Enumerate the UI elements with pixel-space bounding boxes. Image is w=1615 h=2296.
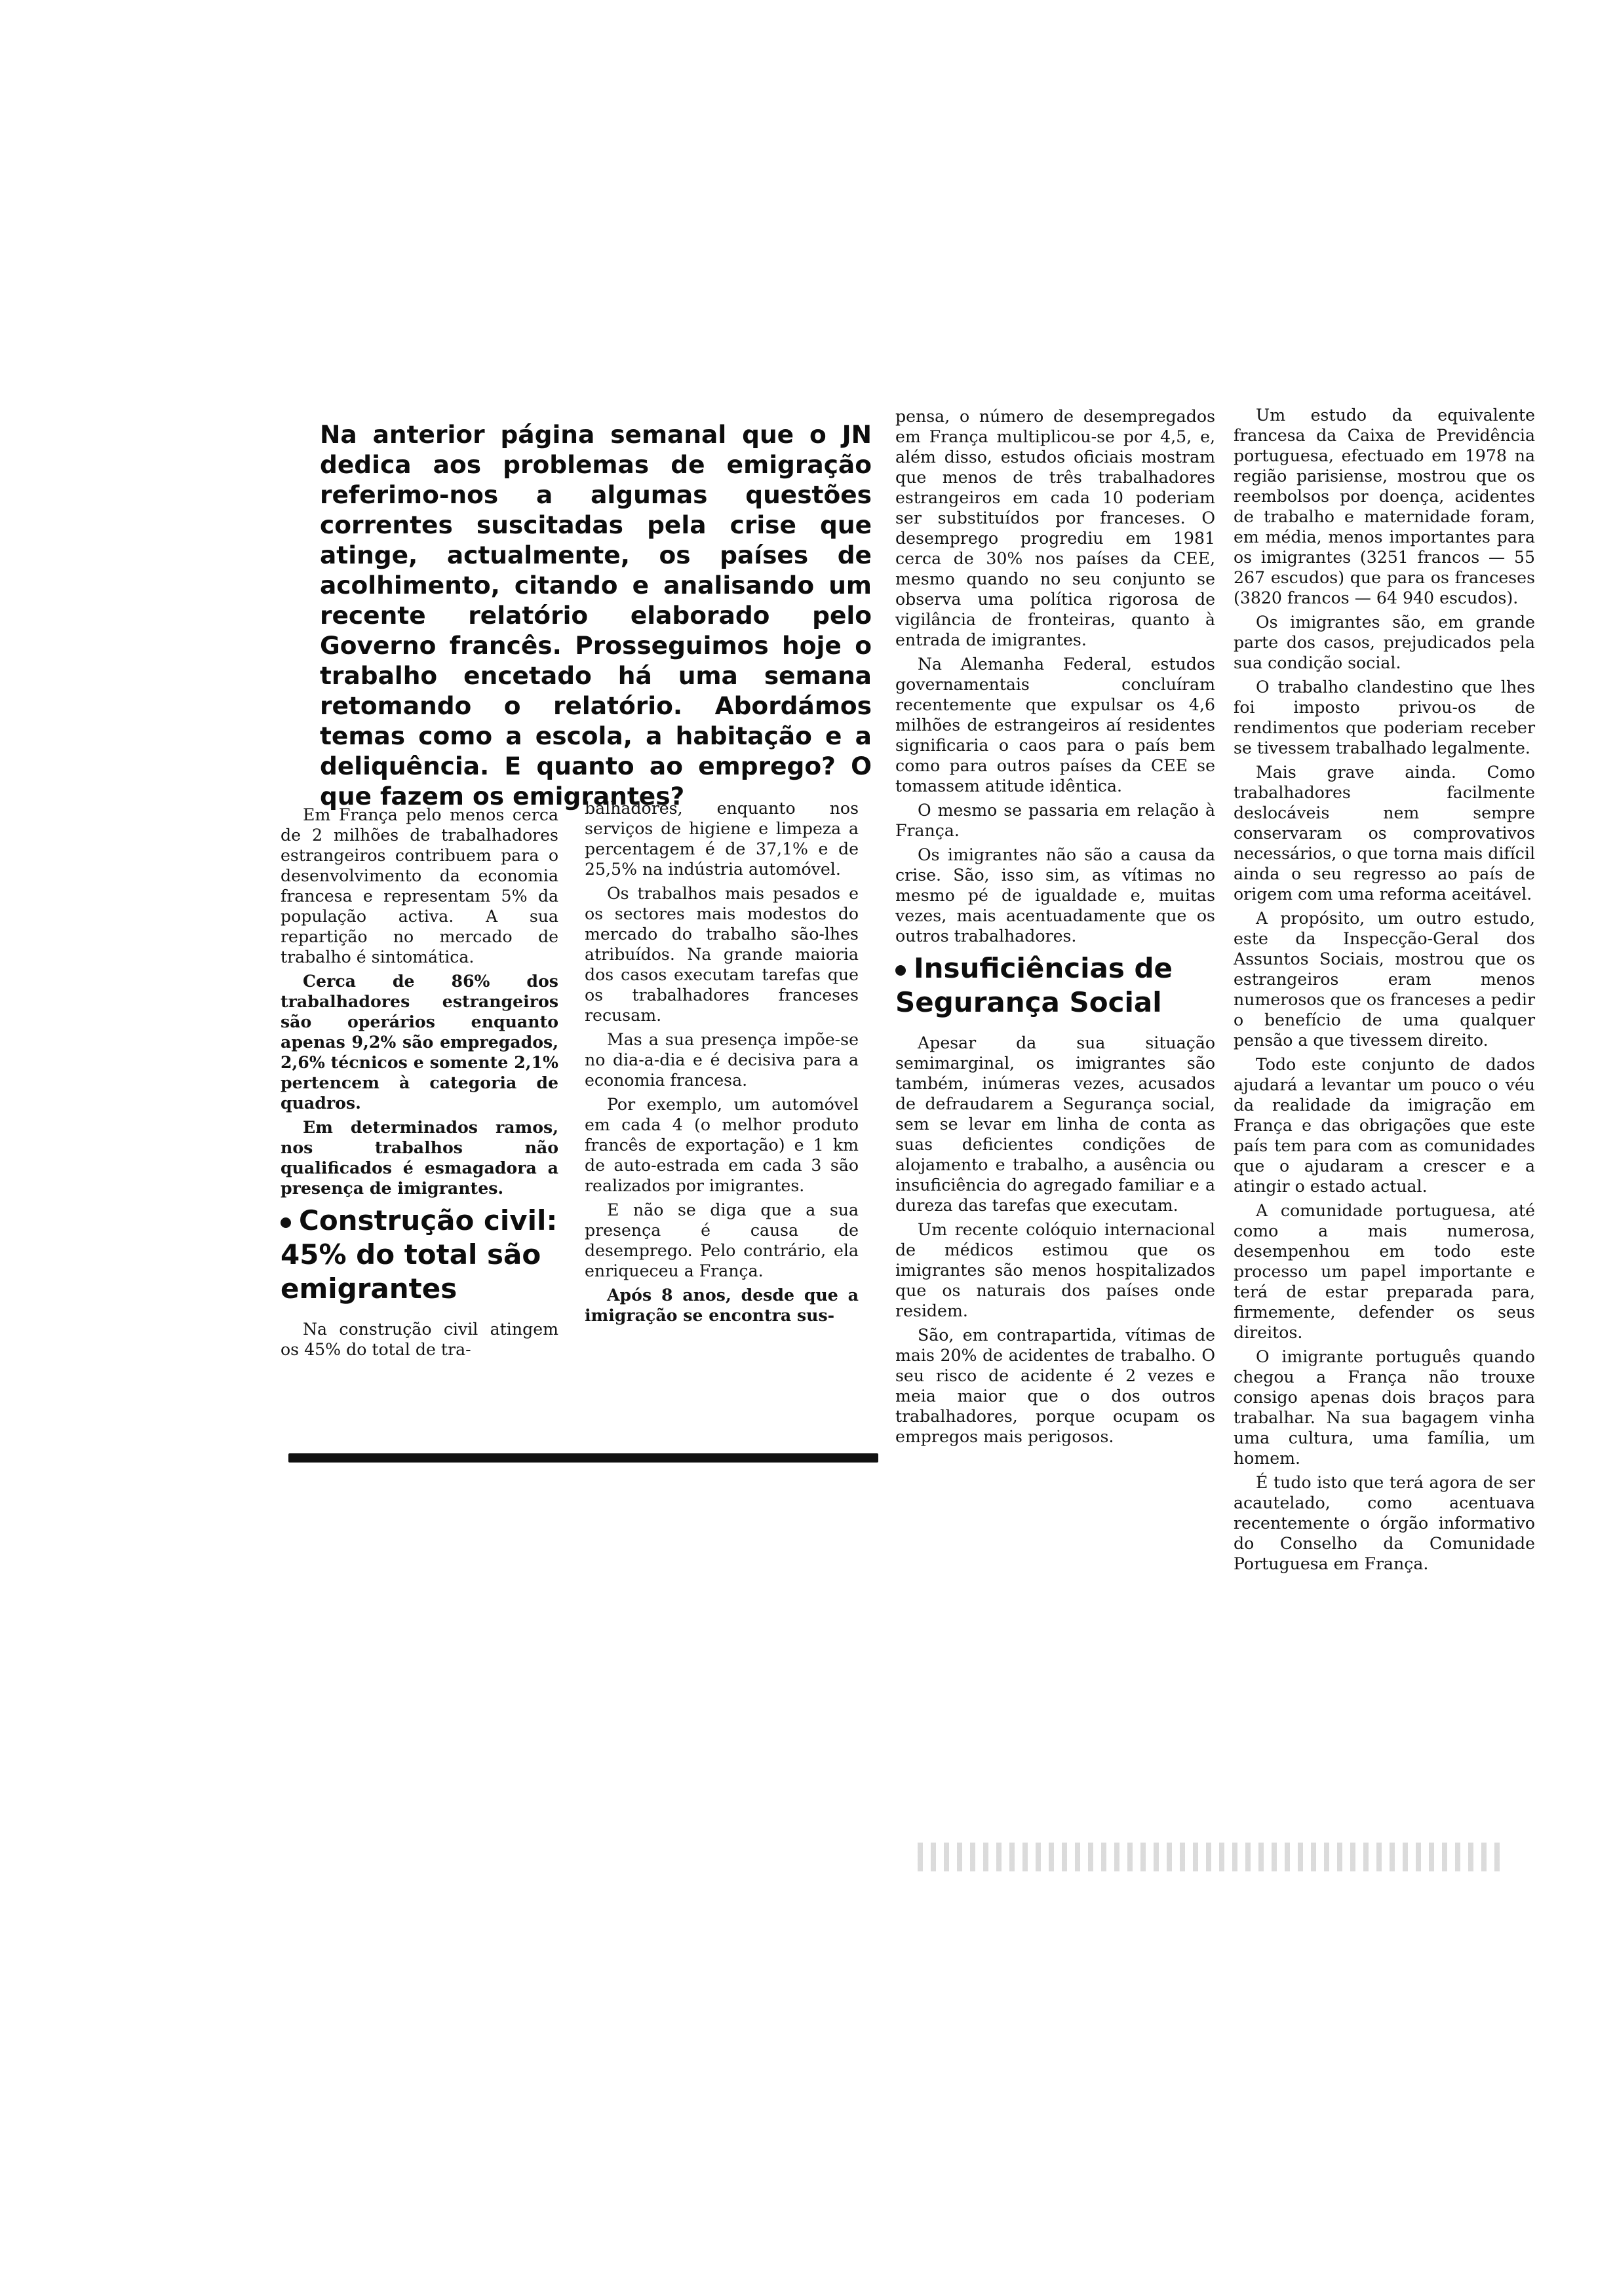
- paragraph: pensa, o número de desempregados em França multiplicou-se por 4,5, e, além disso, estudos oficiais mostram que menos de três trabalhadores estrangeiros em cada 10 poderiam ser substituídos por franceses. O desemprego progrediu em 1981 cerca de 30% nos países da CEE, mesmo quando no seu conjunto se observa uma política rigorosa de vigilância de fronteiras, quanto à entrada de imigrantes.: [895, 407, 1215, 649]
- scan-artifact: [918, 1843, 1508, 1871]
- bullet-icon: [281, 1217, 291, 1228]
- column-divider-rule: [288, 1453, 878, 1463]
- column-1: [281, 805, 558, 1364]
- paragraph: Um estudo da equivalente francesa da Caixa de Previdência portuguesa, efectuado em 1978 na região parisiense, mostrou que os reembolsos por doença, acidentes de trabalho e maternidade foram, em média, menos importantes para os imigrantes (3251 francos — 55 267 escudos) que para os franceses (3820 francos — 64 940 escudos).: [1234, 406, 1535, 607]
- paragraph: O imigrante português quando chegou a França não trouxe consigo apenas dois braços para trabalhar. Na sua bagagem vinha uma cultura, uma família, um homem.: [1234, 1347, 1535, 1468]
- paragraph: Um recente colóquio internacional de médicos estimou que os imigrantes são menos hospitalizados que os naturais dos países onde residem.: [895, 1220, 1215, 1320]
- paragraph: Todo este conjunto de dados ajudará a levantar um pouco o véu da realidade da imigração em França e das obrigações que este país tem para com as comunidades que o ajudaram a crescer e a atingir o estado actual.: [1234, 1055, 1535, 1196]
- paragraph: São, em contrapartida, vítimas de mais 20% de acidentes de trabalho. O seu risco de acidente é 2 vezes e meia maior que o dos outros trabalhadores, porque ocupam os empregos mais perigosos.: [895, 1326, 1215, 1446]
- paragraph: É tudo isto que terá agora de ser acautelado, como acentuava recentemente o órgão informativo do Conselho da Comunidade Portuguesa em França.: [1234, 1473, 1535, 1573]
- paragraph: Os imigrantes não são a causa da crise. São, isso sim, as vítimas no mesmo pé de igualdade e, muitas vezes, mais acentuadamente que os outros trabalhadores.: [895, 845, 1215, 946]
- subheading-text: Construção civil: 45% do total são emigrantes: [281, 1204, 558, 1305]
- column-3: [895, 406, 1215, 1451]
- paragraph: Os trabalhos mais pesados e os sectores mais modestos do mercado do trabalho são-lhes atribuídos. Na grande maioria dos casos executam tarefas que os trabalhadores franceses recusam.: [585, 884, 859, 1025]
- column-2: [585, 798, 859, 1330]
- paragraph: E não se diga que a sua presença é causa de desemprego. Pelo contrário, ela enriqueceu a França.: [585, 1200, 859, 1280]
- paragraph: Mais grave ainda. Como trabalhadores facilmente deslocáveis nem sempre conservaram os comprovativos necessários, o que torna mais difícil ainda o seu regresso ao país de origem com uma reforma aceitável.: [1234, 763, 1535, 904]
- column-4: [1234, 405, 1535, 1578]
- paragraph: Por exemplo, um automóvel em cada 4 (o melhor produto francês de exportação) e 1 km de auto-estrada em cada 3 são realizados por imigrantes.: [585, 1095, 859, 1195]
- paragraph: O trabalho clandestino que lhes foi imposto privou-os de rendimentos que poderiam receber se tivessem trabalhado legalmente.: [1234, 678, 1535, 757]
- paragraph: Apesar da sua situação semimarginal, os imigrantes são também, inúmeras vezes, acusados de defraudarem a Segurança social, sem se levar em linha de conta as suas deficientes condições de alojamento e trabalho, a ausência ou insuficiência do agregado familiar e a dureza das tarefas que executam.: [895, 1033, 1215, 1215]
- subheading-text: Insuficiências de Segurança Social: [895, 952, 1173, 1018]
- article-intro: Na anterior página semanal que o JN dedica aos problemas de emigração referimo-nos a algumas questões correntes suscitadas pela crise que atinge, actualmente, os países de acolhimento, citando e analisando um recente relatório elaborado pelo Governo francês. Prosseguimos hoje o trabalho encetado há uma semana retomando o relatório. Abordámos temas como a escola, a habitação e a deliquência. E quanto ao emprego? O que fazem os emigrantes?: [320, 420, 872, 811]
- paragraph: Mas a sua presença impõe-se no dia-a-dia e é decisiva para a economia francesa.: [585, 1030, 859, 1090]
- subheading-social-security: [895, 951, 1215, 1020]
- paragraph: Em França pelo menos cerca de 2 milhões de trabalhadores estrangeiros contribuem para o desenvolvimento da economia francesa e representam 5% da população activa. A sua repartição no mercado de trabalho é sintomática.: [281, 805, 558, 966]
- bullet-icon: [895, 965, 906, 976]
- paragraph: Na construção civil atingem os 45% do total de tra-: [281, 1320, 558, 1359]
- paragraph: Na Alemanha Federal, estudos governamentais concluíram recentemente que expulsar os 4,6 milhões de estrangeiros aí residentes significaria o caos para o país bem como para outros países da CEE se tomassem atitude idêntica.: [895, 655, 1215, 795]
- paragraph: A comunidade portuguesa, até como a mais numerosa, desempenhou em todo este processo um papel importante e terá de estar preparada para, firmemente, defender os seus direitos.: [1234, 1201, 1535, 1342]
- paragraph: Cerca de 86% dos trabalhadores estrangeiros são operários enquanto apenas 9,2% são empregados, 2,6% técnicos e somente 2,1% pertencem à categoria de quadros.: [281, 971, 558, 1113]
- subheading-construction: [281, 1204, 558, 1306]
- paragraph: Os imigrantes são, em grande parte dos casos, prejudicados pela sua condição social.: [1234, 613, 1535, 672]
- paragraph: Após 8 anos, desde que a imigração se encontra sus-: [585, 1285, 859, 1325]
- paragraph: O mesmo se passaria em relação à França.: [895, 801, 1215, 840]
- paragraph: Em determinados ramos, nos trabalhos não qualificados é esmagadora a presença de imigrantes.: [281, 1117, 558, 1198]
- paragraph: A propósito, um outro estudo, este da Inspecção-Geral dos Assuntos Sociais, mostrou que os estrangeiros eram menos numerosos que os franceses a pedir o benefício de uma qualquer pensão a que tivessem direito.: [1234, 909, 1535, 1050]
- paragraph: balhadores, enquanto nos serviços de higiene e limpeza a percentagem é de 37,1% e de 25,5% na indústria automóvel.: [585, 799, 859, 879]
